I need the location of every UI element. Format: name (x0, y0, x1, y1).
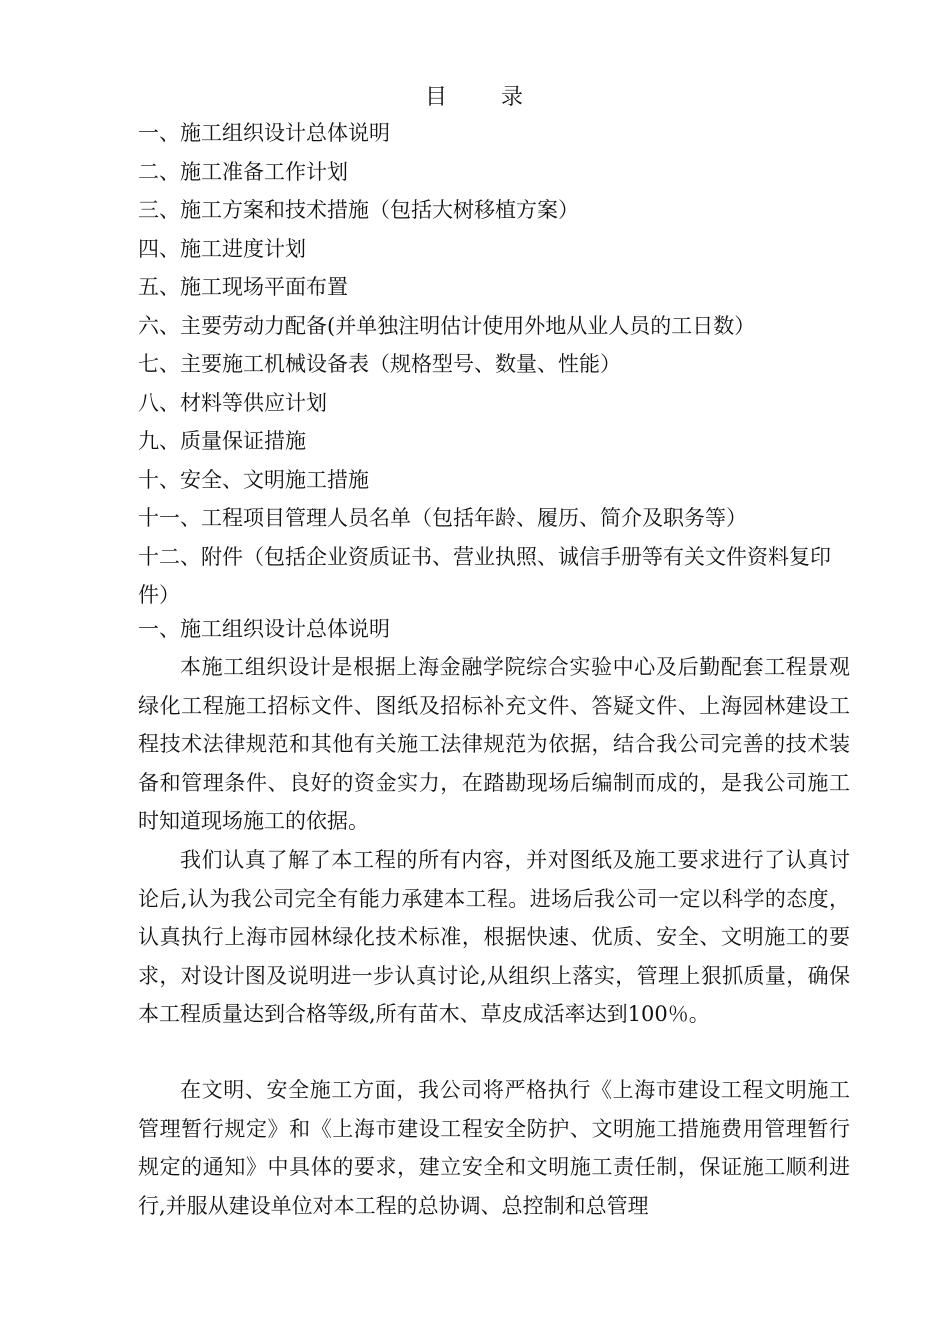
body-paragraph: 在文明、安全施工方面，我公司将严格执行《上海市建设工程文明施工管理暂行规定》和《上海市建设工程安全防护、文明施工措施费用管理暂行规定的通知》中具体的要求，建立安全和文明施工责任制，保证施工顺利进行,并服从建设单位对本工程的总协调、总控制和总管理 (138, 1078, 850, 1218)
toc-item: 六、主要劳动力配备(并单独注明估计使用外地从业人员的工日数） (138, 313, 756, 338)
toc-item: 二、施工准备工作计划 (138, 159, 348, 184)
title-char-2: 录 (501, 85, 526, 110)
toc-item: 七、主要施工机械设备表（规格型号、数量、性能） (138, 352, 621, 376)
toc-item: 四、施工进度计划 (138, 236, 306, 261)
toc-item: 一、施工组织设计总体说明 (138, 121, 390, 145)
page-title (0, 80, 950, 111)
toc-item: 十二、附件（包括企业资质证书、营业执照、诚信手册等有关文件资料复印件） (138, 544, 831, 607)
toc-item: 十一、工程项目管理人员名单（包括年龄、履历、简介及职务等） (138, 506, 747, 530)
toc-item: 五、施工现场平面布置 (138, 275, 348, 299)
toc-item: 九、质量保证措施 (138, 429, 306, 453)
body-paragraph: 本施工组织设计是根据上海金融学院综合实验中心及后勤配套工程景观绿化工程施工招标文件、图纸及招标补充文件、答疑文件、上海园林建设工程技术法律规范和其他有关施工法律规范为依据，结合我公司完善的技术装备和管理条件、良好的资金实力，在踏勘现场后编制而成的，是我公司施工时知道现场施工的依据。 (138, 655, 850, 833)
toc-item: 十、安全、文明施工措施 (138, 467, 369, 492)
body-paragraph: 我们认真了解了本工程的所有内容，并对图纸及施工要求进行了认真讨论后,认为我公司完全有能力承建本工程。进场后我公司一定以科学的态度，认真执行上海市园林绿化技术标准，根据快速、优质、安全、文明施工的要求，对设计图及说明进一步认真讨论,从组织上落实，管理上狠抓质量，确保本工程质量达到合格等级,所有苗木、草皮成活率达到100％。 (138, 848, 850, 1026)
section-heading: 一、施工组织设计总体说明 (138, 617, 390, 641)
toc-item: 八、材料等供应计划 (138, 390, 327, 415)
title-char-1: 目 (424, 85, 449, 110)
table-of-contents (138, 114, 850, 615)
toc-item: 三、施工方案和技术措施（包括大树移植方案） (138, 198, 579, 222)
